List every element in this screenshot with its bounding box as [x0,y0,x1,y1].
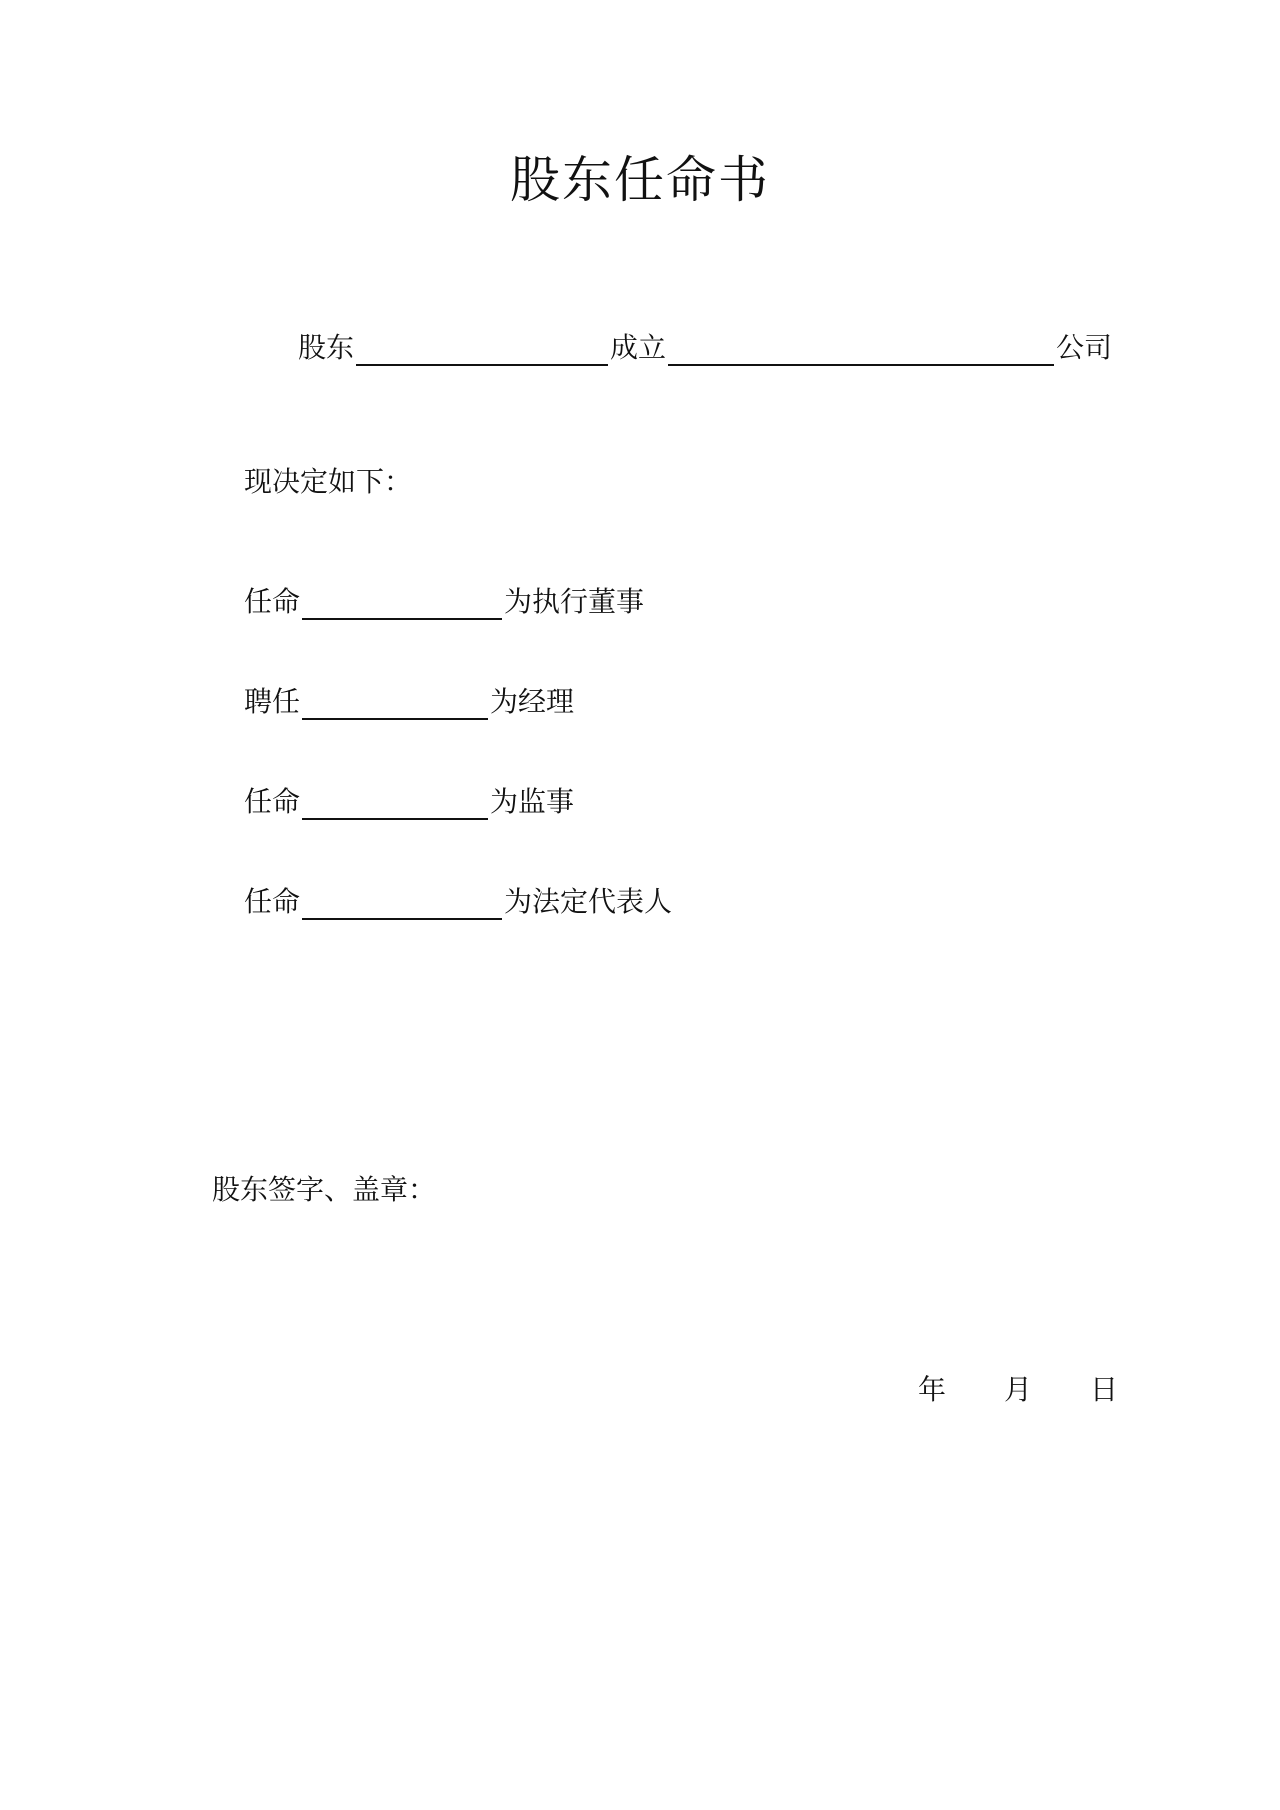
signature-line [212,1172,436,1208]
company-line [298,330,1112,366]
resolution-verb: 任命 [244,785,301,818]
resolution-role: 为经理 [490,685,575,718]
resolution-role: 为监事 [490,785,575,818]
supervisor-name-blank[interactable] [302,788,488,820]
decision-intro [244,464,412,500]
document-title: 股东任命书 [510,151,770,209]
decision-intro-text: 现决定如下： [244,465,413,498]
shareholder-name-blank[interactable] [356,334,608,366]
date-month: 月 [1004,1373,1033,1406]
resolution-supervisor [244,784,574,820]
resolution-role: 为法定代表人 [504,885,673,918]
company-name-blank[interactable] [668,334,1054,366]
date-day: 日 [1090,1373,1119,1406]
resolution-verb: 任命 [244,585,301,618]
resolution-verb: 任命 [244,885,301,918]
resolution-verb: 聘任 [244,685,301,718]
company-label: 公司 [1056,331,1113,364]
established-label: 成立 [610,331,667,364]
executive-director-name-blank[interactable] [302,588,502,620]
resolution-legal-representative [244,884,672,920]
shareholder-label: 股东 [298,331,355,364]
legal-representative-name-blank[interactable] [302,888,502,920]
resolution-executive-director [244,584,644,620]
signature-label: 股东签字、盖章： [212,1173,437,1206]
date-line [918,1372,1118,1408]
date-year: 年 [918,1373,947,1406]
manager-name-blank[interactable] [302,688,488,720]
resolution-manager [244,684,574,720]
resolution-role: 为执行董事 [504,585,645,618]
